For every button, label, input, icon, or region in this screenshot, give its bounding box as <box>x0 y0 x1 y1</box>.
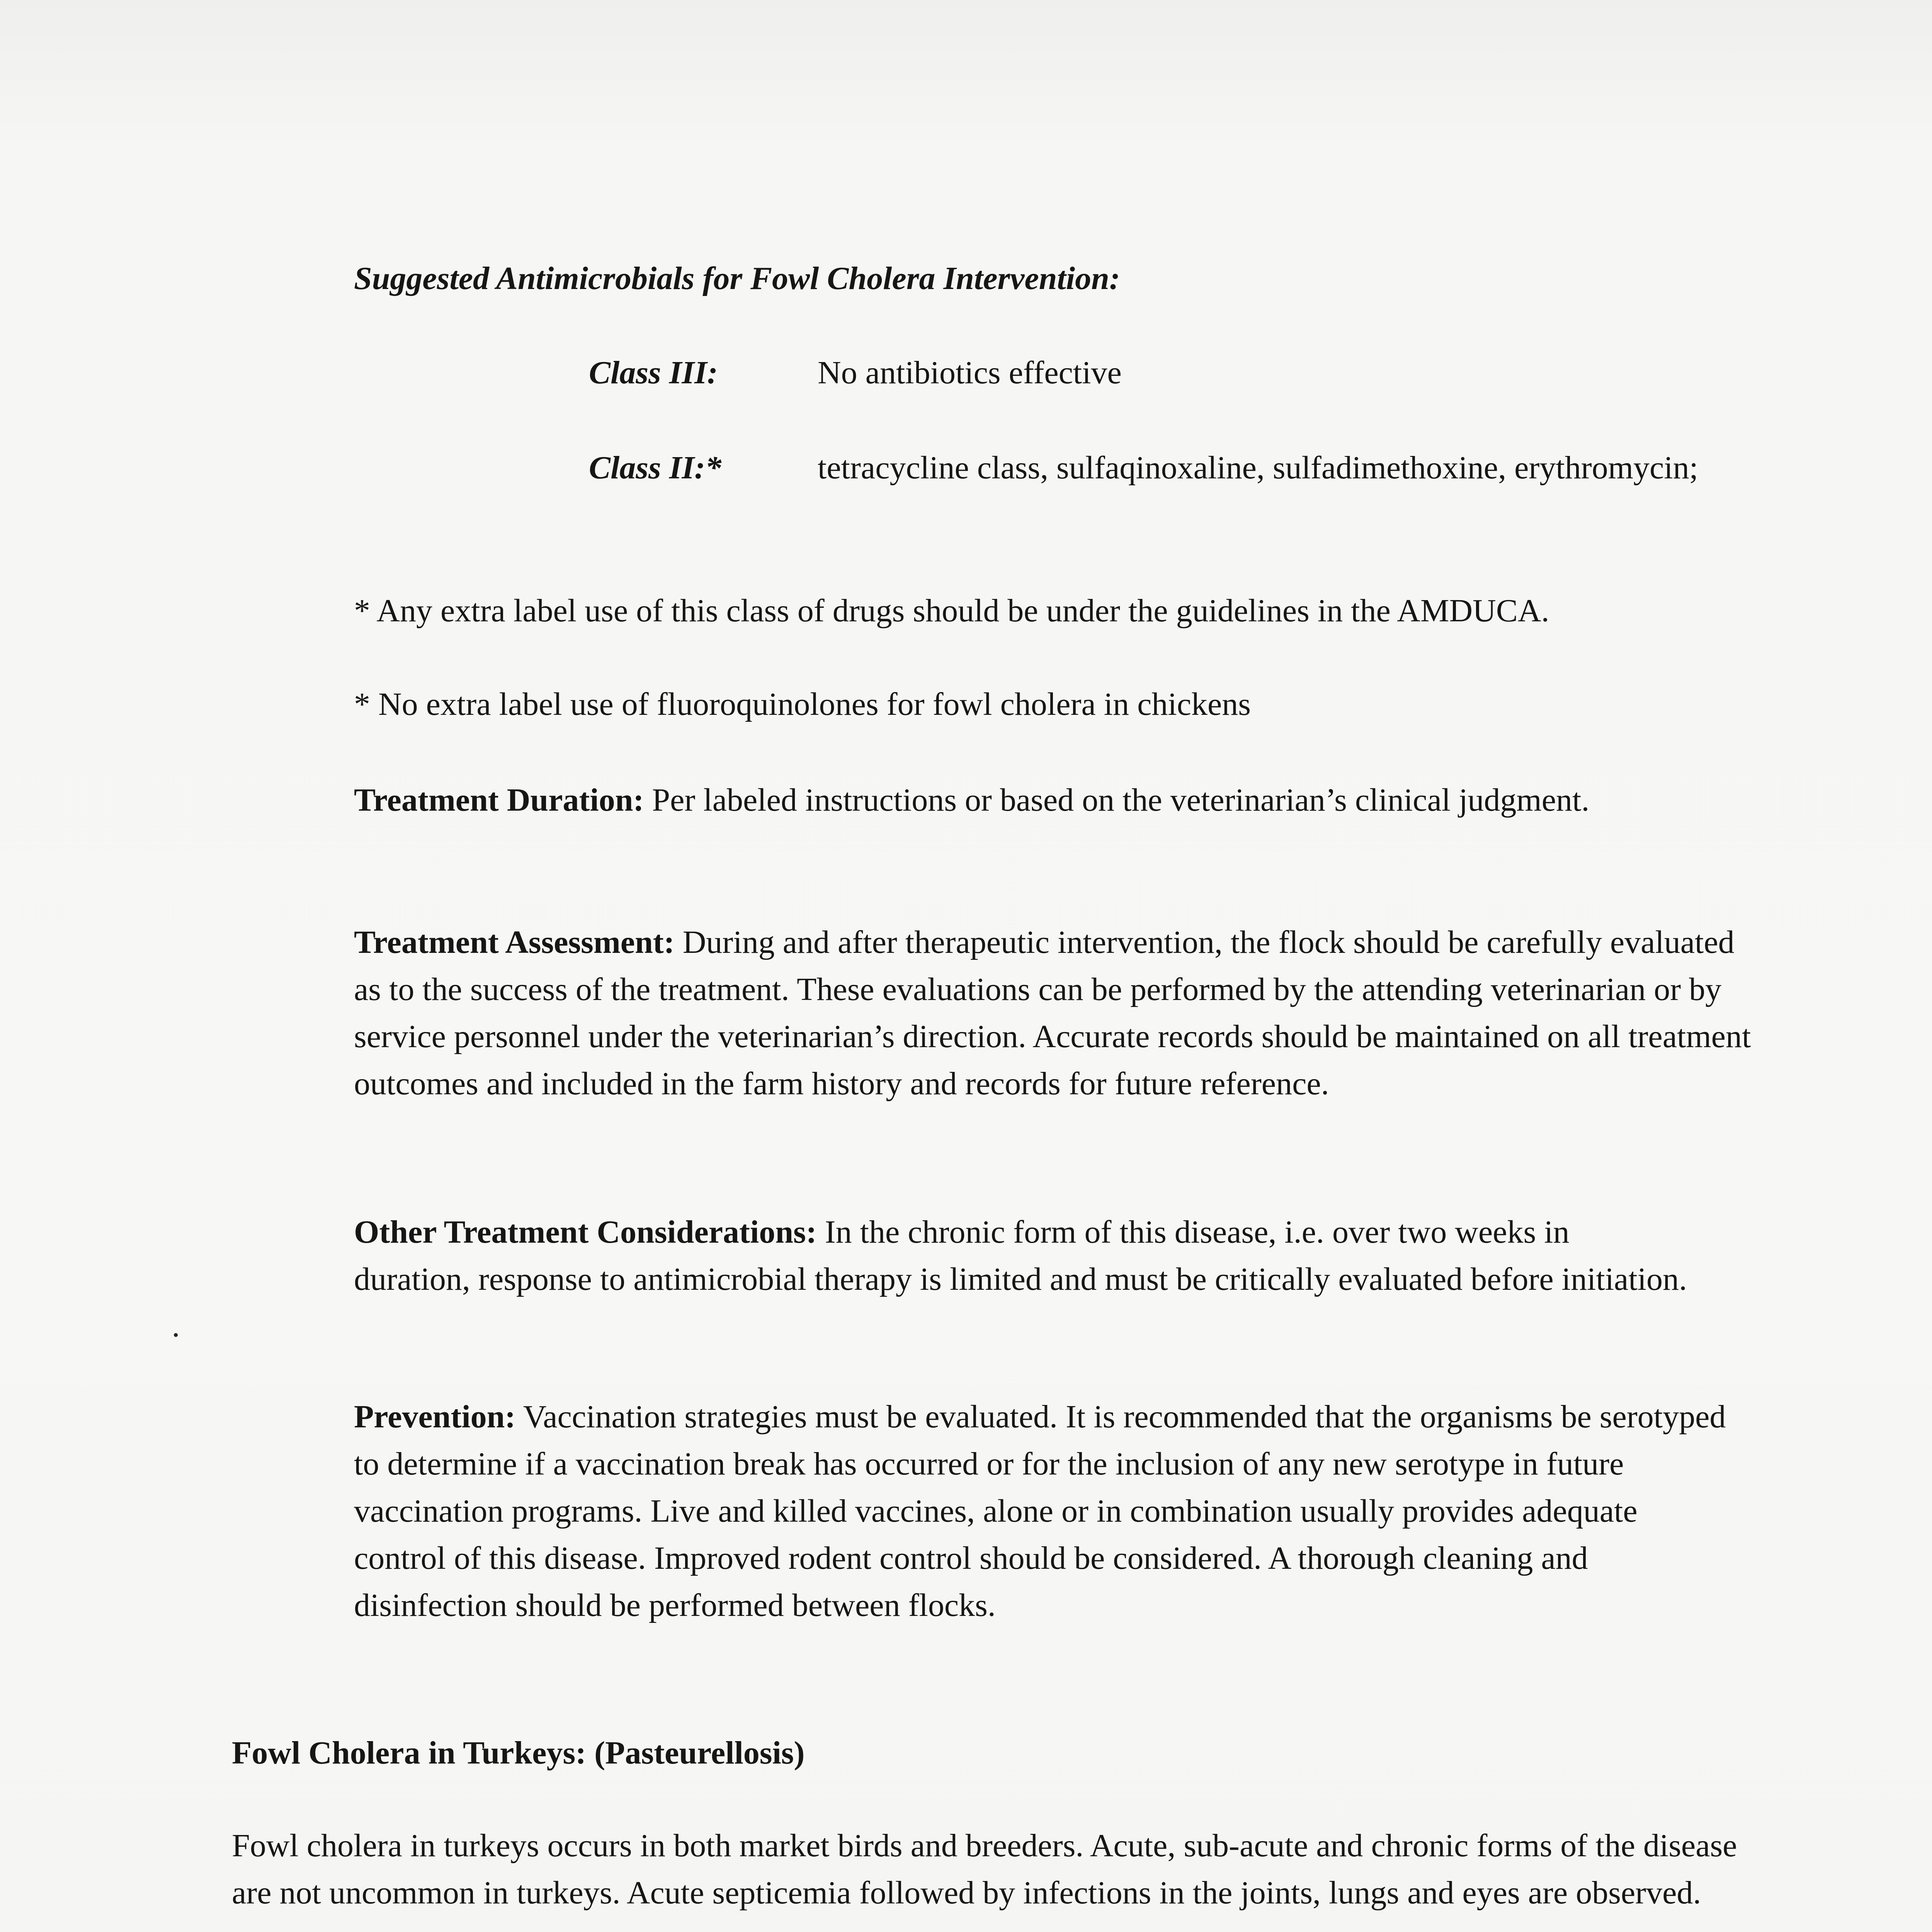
class-ii-value: tetracycline class, sulfaqinoxaline, sulfadimethoxine, erythromycin; <box>818 450 1698 486</box>
class-iii-value: No antibiotics effective <box>818 355 1122 391</box>
treatment-assessment-paragraph <box>354 919 1753 1107</box>
turkeys-heading: Fowl Cholera in Turkeys: (Pasteurellosis) <box>232 1735 805 1771</box>
treatment-assessment-text: During and after therapeutic intervention, the flock should be carefully evaluated as to the success of the treatment. These evaluations can be performed by the attending veterinarian or by service personnel under the veterinarian’s direction. Accurate records should be maintained on all treatment outcomes and included in the farm history and records for future reference. <box>354 924 1751 1102</box>
stray-dot-mark <box>174 1333 178 1337</box>
turkeys-intro-paragraph: Fowl cholera in turkeys occurs in both market birds and breeders. Acute, sub-acute and chronic forms of the disease are not uncommon in turkeys. Acute septicemia followed by infections in the joints, lungs and eyes are observed. <box>232 1828 1737 1911</box>
prevention-label: Prevention: <box>354 1399 516 1435</box>
note-fluoroquinolones: * No extra label use of fluoroquinolones for fowl cholera in chickens <box>354 686 1251 722</box>
prevention-text: Vaccination strategies must be evaluated. It is recommended that the organisms be serotyped to determine if a vaccination break has occurred or for the inclusion of any new serotype in future vaccination programs. Live and killed vaccines, alone or in combination usually provides adequate control of this disease. Improved rodent control should be considered. A thorough cleaning and disinfection should be performed between flocks. <box>354 1399 1726 1623</box>
other-treatment-paragraph <box>354 1209 1691 1303</box>
other-treatment-label: Other Treatment Considerations: <box>354 1214 817 1250</box>
note-amduca: * Any extra label use of this class of drugs should be under the guidelines in the AMDUCA. <box>354 593 1549 629</box>
treatment-duration-label: Treatment Duration: <box>354 782 644 818</box>
class-ii-label: Class II:* <box>589 450 722 486</box>
other-treatment-text: In the chronic form of this disease, i.e. over two weeks in duration, response to antimicrobial therapy is limited and must be critically evaluated before initiation. <box>354 1214 1687 1297</box>
treatment-assessment-label: Treatment Assessment: <box>354 924 675 960</box>
class-iii-label: Class III: <box>589 355 718 391</box>
prevention-paragraph <box>354 1393 1730 1629</box>
treatment-duration-paragraph <box>354 777 1691 824</box>
section-title: Suggested Antimicrobials for Fowl Cholera Intervention: <box>354 260 1120 296</box>
treatment-duration-text: Per labeled instructions or based on the veterinarian’s clinical judgment. <box>644 782 1590 818</box>
